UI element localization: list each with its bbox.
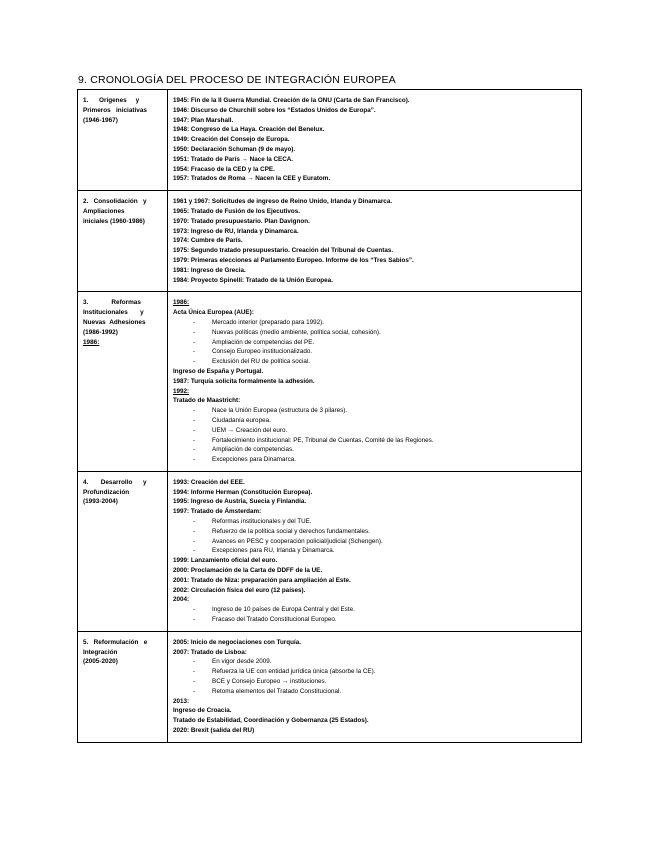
period-cell — [78, 191, 168, 292]
period-label: 2. Consolidación y — [83, 198, 147, 206]
bullet-item — [173, 657, 576, 667]
document-title: 9. CRONOLOGÍA DEL PROCESO DE INTEGRACIÓN EUROPEA — [78, 74, 396, 86]
bullet-item — [173, 416, 576, 426]
bullet-item — [173, 537, 576, 547]
period-label: Integración — [83, 648, 118, 656]
event-line: 1975: Segundo tratado presupuestario. Creación del Tribunal de Cuentas. — [173, 247, 394, 255]
bullet-item — [173, 357, 576, 367]
period-cell — [78, 471, 168, 631]
period-label: (1993-2004) — [83, 498, 118, 506]
bullet-text: Refuerzo de la política social y derechos fundamentales. — [212, 527, 370, 535]
events-cell — [168, 191, 582, 292]
bullet-text: Nace la Unión Europea (estructura de 3 pilares). — [212, 407, 348, 415]
event-line: Ingreso de España y Portugal. — [173, 367, 264, 375]
event-line: 1995: Ingreso de Austria, Suecia y Finlandia. — [173, 498, 307, 506]
bullet-text: UEM → Creación del euro. — [212, 426, 288, 434]
bullet-text: Excepciones para RU, Irlanda y Dinamarca. — [212, 547, 335, 555]
event-line: 1993: Creación del EEE. — [173, 478, 245, 486]
events-cell — [168, 471, 582, 631]
period-label: Primeros iniciativas — [83, 106, 147, 114]
table-row — [78, 471, 582, 631]
table-row — [78, 191, 582, 292]
event-line: 1984: Proyecto Spinelli: Tratado de la Unión Europea. — [173, 276, 333, 284]
event-line: 1994: Informe Herman (Constitución Europea). — [173, 488, 313, 496]
year-heading: 1986: — [173, 299, 190, 307]
event-line: 2000: Proclamación de la Carta de DDFF de la UE. — [173, 567, 323, 575]
event-line: 1981: Ingreso de Grecia. — [173, 266, 246, 274]
bullet-text: Nuevas políticas (medio ambiente, política social, cohesión). — [212, 328, 381, 336]
event-line: 1945: Fin de la II Guerra Mundial. Creación de la ONU (Carta de San Francisco). — [173, 97, 410, 104]
event-line: 1957: Tratados de Roma → Nacen la CEE y Euratom. — [173, 175, 331, 183]
period-label: Nuevas Adhesiones — [83, 318, 146, 326]
bullet-item — [173, 455, 576, 465]
event-line: 1973: Ingreso de RU, Irlanda y Dinamarca. — [173, 227, 299, 235]
bullet-item — [173, 687, 576, 697]
event-line: Ingreso de Croacia. — [173, 707, 232, 715]
bullet-item — [173, 347, 576, 357]
bullet-text: En vigor desde 2009. — [212, 658, 272, 666]
event-line: 1970: Tratado presupuestario. Plan Davignon. — [173, 217, 310, 225]
bullet-item — [173, 667, 576, 677]
chronology-table — [77, 89, 582, 743]
bullet-item — [173, 328, 576, 338]
period-label: 4. Desarrollo y — [83, 478, 147, 486]
bullet-text: Retoma elementos del Tratado Constitucional. — [212, 687, 342, 695]
bullet-item — [173, 338, 576, 348]
period-label: 5. Reformulación e — [83, 638, 148, 646]
bullet-item — [173, 517, 576, 527]
events-cell — [168, 631, 582, 742]
bullet-text: BCE y Consejo Europeo → instituciones. — [212, 678, 327, 686]
bullet-text: Mercado interior (preparado para 1992). — [212, 318, 325, 326]
event-line: 2005: Inicio de negociaciones con Turquía. — [173, 638, 301, 646]
bullet-text: Ampliación de competencias. — [212, 446, 294, 454]
bullet-item — [173, 436, 576, 446]
bullet-item — [173, 426, 576, 436]
period-label: (1946-1967) — [83, 116, 118, 124]
event-line: 2004: — [173, 596, 190, 604]
bullet-text: Fortalecimiento institucional: PE, Tribunal de Cuentas, Comité de las Regiones. — [212, 436, 434, 444]
bullet-text: Consejo Europeo institucionalizado. — [212, 348, 313, 356]
period-label: iniciales (1960-1986) — [83, 217, 145, 225]
event-line: Tratado de Estabilidad, Coordinación y Gobernanza (25 Estados). — [173, 717, 369, 725]
bullet-text: Exclusión del RU de política social. — [212, 358, 310, 366]
period-label: Profundización — [83, 488, 130, 496]
period-cell — [78, 90, 168, 191]
period-label: 3. Reformas — [83, 299, 141, 307]
table-row — [78, 631, 582, 742]
bullet-text: Ciudadanía europea. — [212, 416, 271, 424]
bullet-text: Ampliación de competencias del PE. — [212, 338, 315, 346]
bullet-text: Avances en PESC y cooperación policial/judicial (Schengen). — [212, 537, 383, 545]
period-cell — [78, 292, 168, 472]
table-row — [78, 90, 582, 191]
event-line: 2020: Brexit (salida del RU) — [173, 727, 255, 735]
period-note: 1986: — [83, 338, 100, 346]
event-line: 1999: Lanzamiento oficial del euro. — [173, 557, 278, 565]
event-line: 1948: Congreso de La Haya. Creación del Benelux. — [173, 126, 325, 134]
event-line: 1979: Primeras elecciones al Parlamento Europeo. Informe de los “Tres Sabios”. — [173, 256, 414, 264]
event-line: 1997: Tratado de Ámsterdam: — [173, 508, 262, 516]
event-line: 2007: Tratado de Lisboa: — [173, 648, 247, 656]
event-line: 2001: Tratado de Niza: preparación para ampliación al Este. — [173, 576, 351, 584]
event-line: Tratado de Maastricht: — [173, 397, 241, 405]
period-cell — [78, 631, 168, 742]
year-heading: 1992: — [173, 387, 190, 395]
table-row — [78, 292, 582, 472]
bullet-text: Reformas institucionales y del TUE. — [212, 518, 312, 526]
period-label: Ampliaciones — [83, 207, 125, 215]
event-line: 1987: Turquía solicita formalmente la adhesión. — [173, 377, 315, 385]
period-label: Institucionales y — [83, 309, 144, 317]
events-cell — [168, 90, 582, 191]
event-line: 1950: Declaración Schuman (9 de mayo). — [173, 145, 296, 153]
bullet-item — [173, 318, 576, 328]
event-line: 1965: Tratado de Fusión de los Ejecutivos. — [173, 207, 301, 215]
event-line: 1951: Tratado de París → Nace la CECA. — [173, 155, 294, 163]
bullet-text: Fracaso del Tratado Constitucional Europeo. — [212, 616, 337, 624]
event-line: Acta Única Europea (AUE): — [173, 309, 254, 317]
event-line: 1949: Creación del Consejo de Europa. — [173, 136, 290, 144]
bullet-item — [173, 527, 576, 537]
bullet-text: Refuerza la UE con entidad jurídica única (absorbe la CE). — [212, 668, 376, 676]
bullet-item — [173, 605, 576, 615]
bullet-item — [173, 615, 576, 625]
bullet-item — [173, 445, 576, 455]
period-label: 1. Orígenes y — [83, 97, 140, 104]
bullet-text: Ingreso de 10 países de Europa Central y del Este. — [212, 606, 355, 614]
event-line: 2002: Circulación física del euro (12 países). — [173, 586, 306, 594]
bullet-item — [173, 406, 576, 416]
event-line: 1961 y 1967: Solicitudes de ingreso de Reino Unido, Irlanda y Dinamarca. — [173, 198, 393, 206]
bullet-item — [173, 677, 576, 687]
event-line: 1954: Fracaso de la CED y la CPE. — [173, 165, 275, 173]
bullet-text: Excepciones para Dinamarca. — [212, 456, 296, 464]
events-cell — [168, 292, 582, 472]
event-line: 1947: Plan Marshall. — [173, 116, 234, 124]
event-line: 2013: — [173, 697, 190, 705]
event-line: 1974: Cumbre de París. — [173, 237, 243, 245]
bullet-item — [173, 546, 576, 556]
period-label: (1986-1992) — [83, 328, 118, 336]
event-line: 1946: Discurso de Churchill sobre los “Estados Unidos de Europa”. — [173, 106, 376, 114]
period-label: (2005-2020) — [83, 658, 118, 666]
